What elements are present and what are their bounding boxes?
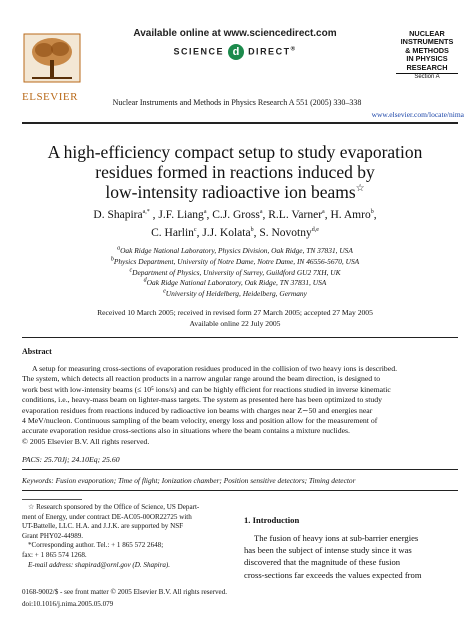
available-online-text: Available online at www.sciencedirect.com: [133, 28, 337, 39]
journal-title-line: RESEARCH: [406, 62, 448, 72]
author-list: [30, 206, 440, 242]
abstract-bottom-divider: [22, 490, 458, 491]
abstract-line: accurate evaporation residue cross-sections also in situations where the beam contains a mixture nuclides.: [22, 426, 350, 436]
article-dates: [30, 308, 440, 329]
abstract-line: conditions, i.e., heavy-mass beam on lighter-mass targets. The system as presented here has been optimized to study: [22, 395, 383, 405]
title-footnote-star[interactable]: ☆: [355, 183, 365, 195]
journal-title-block: [396, 30, 458, 81]
journal-section-badge: Section A: [396, 73, 458, 81]
affiliation-sup: e: [163, 288, 166, 295]
author-sup: a: [259, 209, 263, 216]
abstract-body: [22, 364, 458, 447]
abstract-line: 4 MeV/nucleon. Continuous sampling of the beam velocity, energy loss and position allow for the measurement of: [22, 416, 378, 426]
author-sup: b: [370, 209, 374, 216]
sciencedirect-at-icon: d: [228, 44, 244, 60]
journal-title-line: INSTRUMENTS: [400, 37, 454, 47]
sciencedirect-left: SCIENCE: [173, 46, 225, 57]
title-line-last: [30, 182, 440, 202]
elsevier-logo: [22, 32, 82, 103]
online-date: Available online 22 July 2005: [189, 318, 281, 328]
affiliation-text: Department of Physics, University of Surrey, Guildford GU2 7XH, UK: [132, 267, 341, 277]
footnote-line: ☆ Research sponsored by the Office of Science, US Depart-: [28, 503, 200, 511]
journal-title-line: IN PHYSICS: [406, 54, 448, 64]
footnote-rule: [22, 499, 82, 500]
title-line: A high-efficiency compact setup to study evaporation: [47, 142, 423, 162]
abstract-line: The system, which detects all reaction products in a narrow angular range around the beam direction, is designed to: [22, 374, 381, 384]
author-name: , J.F. Liang: [152, 209, 204, 221]
journal-citation: Nuclear Instruments and Methods in Physics Research A 551 (2005) 330–338: [112, 98, 362, 107]
abstract-top-divider: [22, 337, 458, 338]
intro-line: discovered that the magnitude of these fusion: [244, 557, 401, 568]
doi-line[interactable]: doi:10.1016/j.nima.2005.05.079: [22, 600, 114, 608]
affiliation-text: Physics Department, University of Notre Dame, Notre Dame, IN 46556-5670, USA: [113, 256, 360, 266]
affiliation: [30, 278, 440, 289]
author-sup: a: [322, 209, 325, 216]
issn-line: 0168-9002/$ - see front matter © 2005 Elsevier B.V. All rights reserved.: [22, 588, 228, 596]
intro-line: The fusion of heavy ions at sub-barrier energies: [254, 533, 419, 543]
author-name: , J.J. Kolata: [196, 227, 251, 239]
elsevier-tree-icon: [22, 32, 82, 84]
author-line-1: [30, 206, 440, 224]
publisher-name: ELSEVIER: [22, 91, 78, 103]
author-name: , C.J. Gross: [206, 209, 260, 221]
author-name: C. Harlin: [151, 227, 194, 239]
keywords-line: Keywords: Fusion evaporation; Time of flight; Ionization chamber; Position sensitive detectors; Timing detector: [22, 476, 356, 485]
abstract-line: A setup for measuring cross-sections of evaporation residues produced in the collision of two heavy ions is described.: [32, 364, 398, 373]
author-sup: a: [203, 209, 207, 216]
abstract-line: evaporation residues from reactions induced by radioactive ion beams with charges near Z∼50 and energies near: [22, 405, 373, 415]
affiliation-sup: b: [110, 256, 114, 263]
abstract-line: work best with low-intensity beams (≤ 10⁵ ions/s) and can be highly efficient for reactions studied in inverse kinematic: [22, 384, 391, 394]
footnote-block: [22, 503, 234, 570]
footnote-line: UT-Battelle, LLC. H.A. and J.J.K. are supported by NSF: [22, 522, 184, 531]
author-sup: d,e: [311, 227, 319, 234]
journal-title-line: NUCLEAR: [409, 29, 445, 38]
affiliation: [30, 268, 440, 279]
affiliation-text: University of Heidelberg, Heidelberg, Germany: [165, 289, 307, 299]
intro-line: has been the subject of intense study since it was: [244, 545, 412, 556]
author-sup: c: [193, 227, 197, 234]
registered-mark: ®: [290, 46, 297, 53]
affiliation-text: Oak Ridge National Laboratory, Oak Ridge, TN 37831, USA: [146, 278, 327, 288]
affiliation: [30, 257, 440, 268]
pacs-line: PACS: 25.70Jj; 24.10Eq; 25.60: [22, 455, 120, 464]
author-line-2: [30, 224, 440, 242]
affiliation-text: Oak Ridge National Laboratory, Physics Division, Oak Ridge, TN 37831, USA: [120, 246, 353, 255]
email-footnote[interactable]: E-mail address: shapirad@ornl.gov (D. Shapira).: [28, 560, 171, 569]
footnote-line: fax: + 1 865 574 1268.: [22, 550, 87, 559]
header-divider: [22, 122, 458, 124]
affiliation-sup: c: [129, 267, 133, 274]
footnote-line: *Corresponding author. Tel.: + 1 865 572 2648;: [28, 541, 164, 550]
abstract-heading: Abstract: [22, 347, 52, 356]
intro-body: [244, 532, 458, 581]
article-title: [30, 142, 440, 202]
author-name: , H. Amro: [324, 209, 371, 221]
sciencedirect-right: DIRECT: [248, 46, 291, 57]
title-line: residues formed in reactions induced by: [95, 162, 375, 182]
sciencedirect-logo: [150, 44, 320, 60]
affiliation-list: [30, 246, 440, 300]
author-separator: ,: [373, 209, 377, 221]
affiliation: [30, 246, 440, 257]
affiliation-sup: a: [117, 245, 121, 252]
journal-title-line: & METHODS: [405, 45, 449, 55]
affiliation-sup: d: [143, 277, 147, 284]
footnote-line: ment of Energy, under contract DE-AC05-00OR22725 with: [22, 512, 192, 521]
affiliation: [30, 289, 440, 300]
author-name: D. Shapira: [93, 209, 143, 221]
intro-line: cross-sections far exceeds the values expected from: [244, 569, 422, 580]
intro-heading: 1. Introduction: [244, 515, 300, 525]
keywords-divider: [22, 469, 458, 470]
received-dates: Received 10 March 2005; received in revised form 27 March 2005; accepted 27 May 2005: [97, 308, 373, 317]
journal-url-link[interactable]: www.elsevier.com/locate/nima: [371, 110, 464, 119]
author-sup: b: [250, 227, 254, 234]
author-sup: a,*: [142, 209, 150, 216]
title-line: low-intensity radioactive ion beams: [105, 182, 356, 202]
author-name: , R.L. Varner: [262, 209, 323, 221]
footnote-line: Grant PHY02-44989.: [22, 531, 84, 540]
author-name: , S. Novotny: [253, 227, 312, 239]
copyright-line: © 2005 Elsevier B.V. All rights reserved.: [22, 436, 150, 446]
